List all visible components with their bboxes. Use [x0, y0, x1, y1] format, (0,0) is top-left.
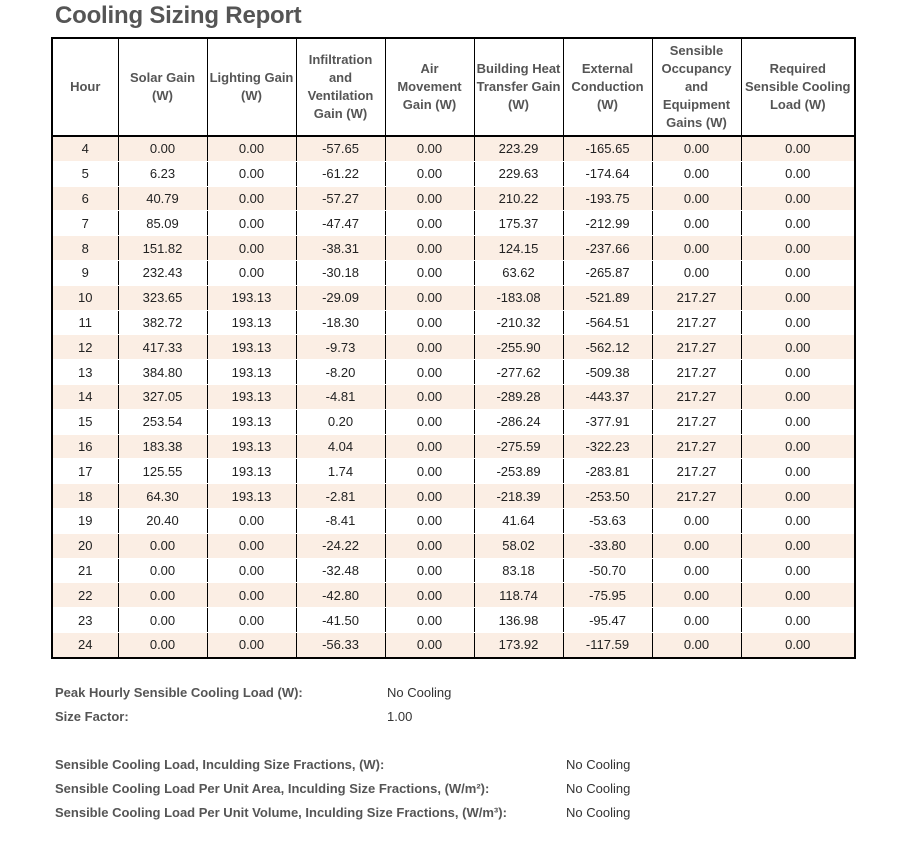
cell-required-sensible-cooling-load: 0.00: [741, 310, 855, 335]
cell-sensible-occupancy-equipment-gains: 0.00: [652, 236, 741, 261]
peak-load-value: No Cooling: [387, 685, 452, 700]
cell-solar-gain: 0.00: [118, 533, 207, 558]
table-row: [52, 583, 855, 608]
cell-building-heat-transfer-gain: 58.02: [474, 533, 563, 558]
table-row: [52, 186, 855, 211]
cell-external-conduction: -509.38: [563, 360, 652, 385]
page-title: Cooling Sizing Report: [55, 2, 302, 29]
cooling-load-per-area-value: No Cooling: [566, 781, 631, 796]
header-solar-gain: Solar Gain (W): [118, 38, 207, 136]
cell-infiltration-ventilation-gain: -61.22: [296, 161, 385, 186]
cell-infiltration-ventilation-gain: -9.73: [296, 335, 385, 360]
table-row: [52, 211, 855, 236]
cell-hour: 7: [52, 211, 118, 236]
cell-building-heat-transfer-gain: -286.24: [474, 409, 563, 434]
cell-sensible-occupancy-equipment-gains: 217.27: [652, 484, 741, 509]
table-row: [52, 434, 855, 459]
cell-sensible-occupancy-equipment-gains: 0.00: [652, 558, 741, 583]
header-sensible-occupancy-equipment-gains: Sensible Occupancy and Equipment Gains (W): [652, 38, 741, 136]
cell-air-movement-gain: 0.00: [385, 360, 474, 385]
cell-infiltration-ventilation-gain: 0.20: [296, 409, 385, 434]
cell-sensible-occupancy-equipment-gains: 217.27: [652, 335, 741, 360]
cell-lighting-gain: 0.00: [207, 632, 296, 657]
cell-external-conduction: -521.89: [563, 285, 652, 310]
cell-air-movement-gain: 0.00: [385, 533, 474, 558]
cell-sensible-occupancy-equipment-gains: 217.27: [652, 285, 741, 310]
cell-hour: 24: [52, 632, 118, 657]
cell-external-conduction: -564.51: [563, 310, 652, 335]
cell-external-conduction: -253.50: [563, 484, 652, 509]
cell-infiltration-ventilation-gain: -8.20: [296, 360, 385, 385]
table-row: [52, 533, 855, 558]
cell-infiltration-ventilation-gain: -18.30: [296, 310, 385, 335]
cell-sensible-occupancy-equipment-gains: 0.00: [652, 161, 741, 186]
table-header-row: [52, 38, 855, 136]
cell-building-heat-transfer-gain: 175.37: [474, 211, 563, 236]
cell-infiltration-ventilation-gain: -57.27: [296, 186, 385, 211]
cell-lighting-gain: 0.00: [207, 608, 296, 633]
table-row: [52, 360, 855, 385]
cell-infiltration-ventilation-gain: -56.33: [296, 632, 385, 657]
cell-solar-gain: 40.79: [118, 186, 207, 211]
cell-air-movement-gain: 0.00: [385, 136, 474, 161]
cell-hour: 20: [52, 533, 118, 558]
cell-infiltration-ventilation-gain: 4.04: [296, 434, 385, 459]
cell-air-movement-gain: 0.00: [385, 558, 474, 583]
cell-required-sensible-cooling-load: 0.00: [741, 136, 855, 161]
cell-required-sensible-cooling-load: 0.00: [741, 335, 855, 360]
cell-solar-gain: 183.38: [118, 434, 207, 459]
cell-building-heat-transfer-gain: 229.63: [474, 161, 563, 186]
cell-external-conduction: -53.63: [563, 508, 652, 533]
cell-required-sensible-cooling-load: 0.00: [741, 409, 855, 434]
cell-hour: 21: [52, 558, 118, 583]
cell-hour: 4: [52, 136, 118, 161]
cell-infiltration-ventilation-gain: -42.80: [296, 583, 385, 608]
cell-air-movement-gain: 0.00: [385, 384, 474, 409]
size-factor-label: Size Factor:: [55, 709, 129, 724]
cell-required-sensible-cooling-load: 0.00: [741, 459, 855, 484]
cell-air-movement-gain: 0.00: [385, 508, 474, 533]
cell-sensible-occupancy-equipment-gains: 0.00: [652, 508, 741, 533]
cell-required-sensible-cooling-load: 0.00: [741, 211, 855, 236]
cell-external-conduction: -117.59: [563, 632, 652, 657]
cell-solar-gain: 6.23: [118, 161, 207, 186]
cell-building-heat-transfer-gain: 118.74: [474, 583, 563, 608]
cell-external-conduction: -193.75: [563, 186, 652, 211]
cell-hour: 14: [52, 384, 118, 409]
cell-solar-gain: 151.82: [118, 236, 207, 261]
cooling-load-per-volume-value: No Cooling: [566, 805, 631, 820]
cell-hour: 5: [52, 161, 118, 186]
cooling-load-per-volume-label: Sensible Cooling Load Per Unit Volume, Inculding Size Fractions, (W/m³):: [55, 805, 507, 820]
cell-solar-gain: 382.72: [118, 310, 207, 335]
cell-solar-gain: 0.00: [118, 583, 207, 608]
cell-hour: 12: [52, 335, 118, 360]
table-row: [52, 484, 855, 509]
cell-required-sensible-cooling-load: 0.00: [741, 186, 855, 211]
cell-solar-gain: 384.80: [118, 360, 207, 385]
cell-building-heat-transfer-gain: -277.62: [474, 360, 563, 385]
cell-solar-gain: 0.00: [118, 558, 207, 583]
cell-lighting-gain: 0.00: [207, 533, 296, 558]
cell-hour: 11: [52, 310, 118, 335]
cell-required-sensible-cooling-load: 0.00: [741, 608, 855, 633]
cell-solar-gain: 20.40: [118, 508, 207, 533]
cell-air-movement-gain: 0.00: [385, 211, 474, 236]
cell-hour: 15: [52, 409, 118, 434]
cell-external-conduction: -212.99: [563, 211, 652, 236]
cell-lighting-gain: 193.13: [207, 285, 296, 310]
cell-lighting-gain: 193.13: [207, 409, 296, 434]
cell-required-sensible-cooling-load: 0.00: [741, 360, 855, 385]
cell-building-heat-transfer-gain: -255.90: [474, 335, 563, 360]
cell-sensible-occupancy-equipment-gains: 217.27: [652, 360, 741, 385]
cell-lighting-gain: 0.00: [207, 236, 296, 261]
cell-air-movement-gain: 0.00: [385, 335, 474, 360]
cell-external-conduction: -322.23: [563, 434, 652, 459]
cell-infiltration-ventilation-gain: -57.65: [296, 136, 385, 161]
cell-sensible-occupancy-equipment-gains: 217.27: [652, 384, 741, 409]
cell-sensible-occupancy-equipment-gains: 0.00: [652, 533, 741, 558]
cell-lighting-gain: 0.00: [207, 508, 296, 533]
cell-hour: 13: [52, 360, 118, 385]
cell-air-movement-gain: 0.00: [385, 260, 474, 285]
cell-sensible-occupancy-equipment-gains: 217.27: [652, 434, 741, 459]
cell-sensible-occupancy-equipment-gains: 0.00: [652, 260, 741, 285]
cell-lighting-gain: 193.13: [207, 335, 296, 360]
cooling-sizing-table: [51, 37, 856, 659]
cell-building-heat-transfer-gain: 83.18: [474, 558, 563, 583]
cell-external-conduction: -237.66: [563, 236, 652, 261]
cell-air-movement-gain: 0.00: [385, 236, 474, 261]
cell-required-sensible-cooling-load: 0.00: [741, 508, 855, 533]
cell-sensible-occupancy-equipment-gains: 0.00: [652, 632, 741, 657]
cell-required-sensible-cooling-load: 0.00: [741, 236, 855, 261]
table-row: [52, 608, 855, 633]
table-row: [52, 508, 855, 533]
table-row: [52, 310, 855, 335]
cell-air-movement-gain: 0.00: [385, 484, 474, 509]
header-hour: Hour: [52, 38, 118, 136]
cell-hour: 17: [52, 459, 118, 484]
cell-hour: 18: [52, 484, 118, 509]
cell-sensible-occupancy-equipment-gains: 217.27: [652, 459, 741, 484]
cell-required-sensible-cooling-load: 0.00: [741, 583, 855, 608]
cell-sensible-occupancy-equipment-gains: 217.27: [652, 409, 741, 434]
cell-infiltration-ventilation-gain: -38.31: [296, 236, 385, 261]
cell-required-sensible-cooling-load: 0.00: [741, 384, 855, 409]
cell-solar-gain: 0.00: [118, 608, 207, 633]
cell-lighting-gain: 0.00: [207, 161, 296, 186]
table-body: [52, 136, 855, 658]
cell-building-heat-transfer-gain: -183.08: [474, 285, 563, 310]
cell-solar-gain: 327.05: [118, 384, 207, 409]
cell-lighting-gain: 193.13: [207, 310, 296, 335]
table-row: [52, 558, 855, 583]
cell-external-conduction: -50.70: [563, 558, 652, 583]
cell-external-conduction: -165.65: [563, 136, 652, 161]
cell-solar-gain: 323.65: [118, 285, 207, 310]
cell-building-heat-transfer-gain: 223.29: [474, 136, 563, 161]
cell-lighting-gain: 193.13: [207, 484, 296, 509]
cell-external-conduction: -443.37: [563, 384, 652, 409]
table-row: [52, 409, 855, 434]
cell-solar-gain: 417.33: [118, 335, 207, 360]
size-factor-value: 1.00: [387, 709, 413, 724]
cell-infiltration-ventilation-gain: -32.48: [296, 558, 385, 583]
cell-sensible-occupancy-equipment-gains: 0.00: [652, 186, 741, 211]
cell-external-conduction: -265.87: [563, 260, 652, 285]
cell-lighting-gain: 0.00: [207, 583, 296, 608]
cell-hour: 6: [52, 186, 118, 211]
cell-lighting-gain: 0.00: [207, 558, 296, 583]
cell-required-sensible-cooling-load: 0.00: [741, 558, 855, 583]
header-required-sensible-cooling-load: Required Sensible Cooling Load (W): [741, 38, 855, 136]
cell-lighting-gain: 0.00: [207, 260, 296, 285]
header-infiltration-ventilation-gain: Infiltration and Ventilation Gain (W): [296, 38, 385, 136]
cell-infiltration-ventilation-gain: 1.74: [296, 459, 385, 484]
cooling-load-value: No Cooling: [566, 757, 631, 772]
header-building-heat-transfer-gain: Building Heat Transfer Gain (W): [474, 38, 563, 136]
header-lighting-gain: Lighting Gain (W): [207, 38, 296, 136]
cell-building-heat-transfer-gain: -253.89: [474, 459, 563, 484]
cell-hour: 16: [52, 434, 118, 459]
cell-building-heat-transfer-gain: 210.22: [474, 186, 563, 211]
cell-building-heat-transfer-gain: 41.64: [474, 508, 563, 533]
cell-external-conduction: -377.91: [563, 409, 652, 434]
table-row: [52, 335, 855, 360]
table-row: [52, 384, 855, 409]
cell-lighting-gain: 193.13: [207, 384, 296, 409]
cell-building-heat-transfer-gain: -289.28: [474, 384, 563, 409]
cell-sensible-occupancy-equipment-gains: 0.00: [652, 211, 741, 236]
cell-hour: 22: [52, 583, 118, 608]
cell-solar-gain: 0.00: [118, 632, 207, 657]
cell-infiltration-ventilation-gain: -47.47: [296, 211, 385, 236]
cell-hour: 10: [52, 285, 118, 310]
cell-solar-gain: 0.00: [118, 136, 207, 161]
cell-solar-gain: 232.43: [118, 260, 207, 285]
cell-external-conduction: -562.12: [563, 335, 652, 360]
cell-building-heat-transfer-gain: 136.98: [474, 608, 563, 633]
cell-sensible-occupancy-equipment-gains: 217.27: [652, 310, 741, 335]
cell-lighting-gain: 0.00: [207, 186, 296, 211]
cell-building-heat-transfer-gain: 173.92: [474, 632, 563, 657]
cell-air-movement-gain: 0.00: [385, 459, 474, 484]
cell-lighting-gain: 0.00: [207, 136, 296, 161]
cell-building-heat-transfer-gain: 63.62: [474, 260, 563, 285]
cooling-load-label: Sensible Cooling Load, Inculding Size Fractions, (W):: [55, 757, 385, 772]
cell-hour: 9: [52, 260, 118, 285]
cell-infiltration-ventilation-gain: -41.50: [296, 608, 385, 633]
cell-air-movement-gain: 0.00: [385, 161, 474, 186]
cell-infiltration-ventilation-gain: -30.18: [296, 260, 385, 285]
table-row: [52, 161, 855, 186]
header-air-movement-gain: Air Movement Gain (W): [385, 38, 474, 136]
cell-air-movement-gain: 0.00: [385, 186, 474, 211]
cell-building-heat-transfer-gain: -275.59: [474, 434, 563, 459]
table-row: [52, 459, 855, 484]
cell-air-movement-gain: 0.00: [385, 310, 474, 335]
table-row: [52, 285, 855, 310]
table-row: [52, 136, 855, 161]
cell-external-conduction: -75.95: [563, 583, 652, 608]
cell-hour: 19: [52, 508, 118, 533]
cell-air-movement-gain: 0.00: [385, 409, 474, 434]
cell-lighting-gain: 193.13: [207, 459, 296, 484]
cell-infiltration-ventilation-gain: -29.09: [296, 285, 385, 310]
cell-infiltration-ventilation-gain: -8.41: [296, 508, 385, 533]
cell-external-conduction: -174.64: [563, 161, 652, 186]
cell-required-sensible-cooling-load: 0.00: [741, 285, 855, 310]
cell-sensible-occupancy-equipment-gains: 0.00: [652, 608, 741, 633]
table-row: [52, 260, 855, 285]
cell-air-movement-gain: 0.00: [385, 632, 474, 657]
cell-required-sensible-cooling-load: 0.00: [741, 632, 855, 657]
cell-sensible-occupancy-equipment-gains: 0.00: [652, 136, 741, 161]
cell-required-sensible-cooling-load: 0.00: [741, 161, 855, 186]
cell-air-movement-gain: 0.00: [385, 608, 474, 633]
cell-building-heat-transfer-gain: 124.15: [474, 236, 563, 261]
peak-load-label: Peak Hourly Sensible Cooling Load (W):: [55, 685, 303, 700]
cell-sensible-occupancy-equipment-gains: 0.00: [652, 583, 741, 608]
cell-lighting-gain: 0.00: [207, 211, 296, 236]
cell-required-sensible-cooling-load: 0.00: [741, 533, 855, 558]
cell-air-movement-gain: 0.00: [385, 434, 474, 459]
cell-external-conduction: -33.80: [563, 533, 652, 558]
cell-building-heat-transfer-gain: -218.39: [474, 484, 563, 509]
cell-infiltration-ventilation-gain: -24.22: [296, 533, 385, 558]
table-row: [52, 632, 855, 657]
cell-air-movement-gain: 0.00: [385, 583, 474, 608]
cell-building-heat-transfer-gain: -210.32: [474, 310, 563, 335]
cell-hour: 23: [52, 608, 118, 633]
cell-hour: 8: [52, 236, 118, 261]
cell-solar-gain: 64.30: [118, 484, 207, 509]
header-external-conduction: External Conduction (W): [563, 38, 652, 136]
cell-required-sensible-cooling-load: 0.00: [741, 434, 855, 459]
cooling-load-per-area-label: Sensible Cooling Load Per Unit Area, Inculding Size Fractions, (W/m²):: [55, 781, 490, 796]
cell-solar-gain: 85.09: [118, 211, 207, 236]
cell-lighting-gain: 193.13: [207, 360, 296, 385]
cell-required-sensible-cooling-load: 0.00: [741, 484, 855, 509]
cell-required-sensible-cooling-load: 0.00: [741, 260, 855, 285]
cell-external-conduction: -283.81: [563, 459, 652, 484]
cell-infiltration-ventilation-gain: -4.81: [296, 384, 385, 409]
cell-solar-gain: 253.54: [118, 409, 207, 434]
table-row: [52, 236, 855, 261]
cell-lighting-gain: 193.13: [207, 434, 296, 459]
cell-infiltration-ventilation-gain: -2.81: [296, 484, 385, 509]
cell-external-conduction: -95.47: [563, 608, 652, 633]
cell-solar-gain: 125.55: [118, 459, 207, 484]
cell-air-movement-gain: 0.00: [385, 285, 474, 310]
